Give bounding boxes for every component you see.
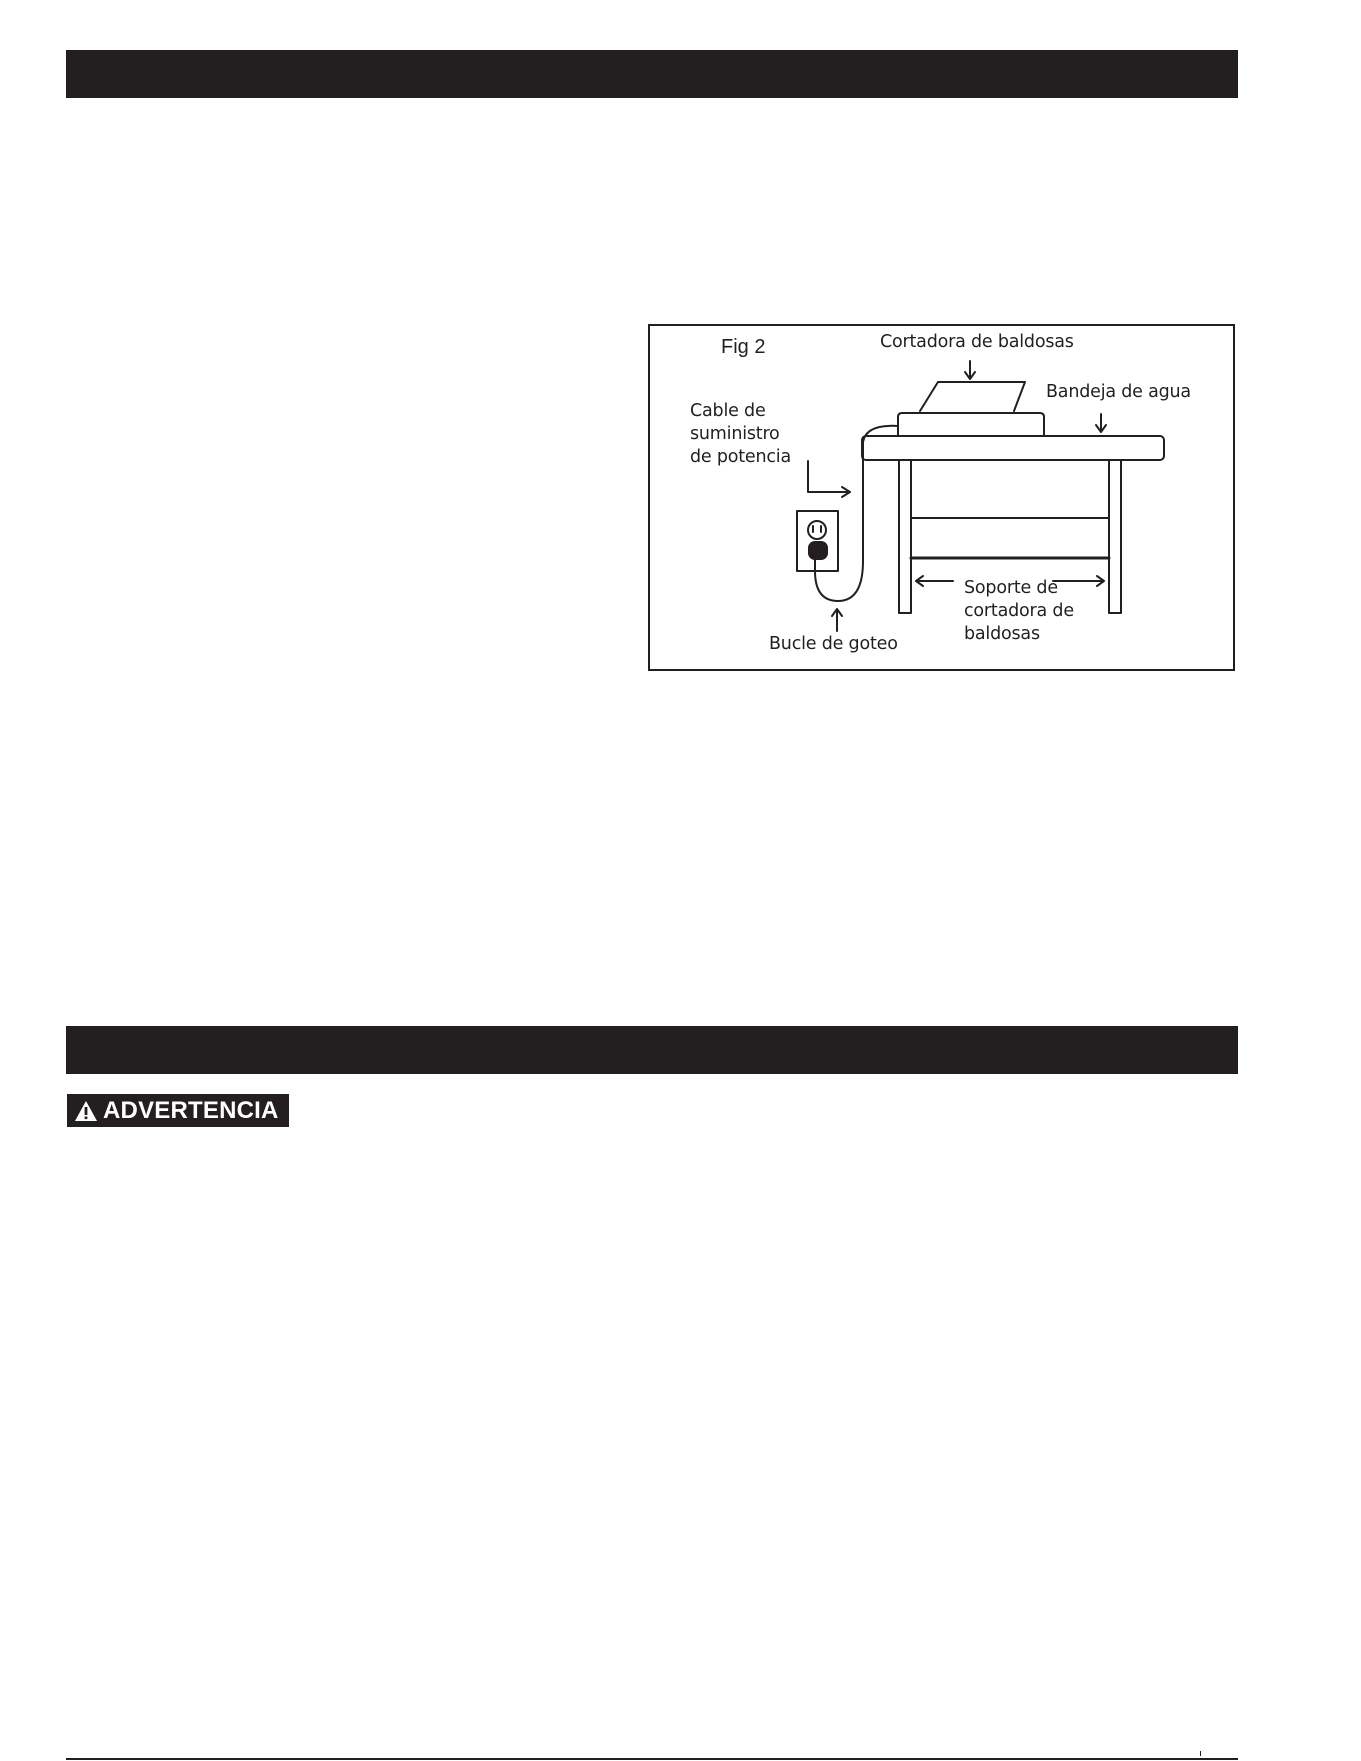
- arrow-tile-saw: [965, 361, 975, 379]
- tile-saw-setup-illustration: [650, 326, 1233, 669]
- stand-leg-left: [899, 460, 911, 613]
- arrow-drip-loop: [832, 609, 842, 631]
- callout-saw-stand-line-3: baldosas: [964, 624, 1040, 644]
- arrow-power-cord: [808, 461, 850, 497]
- warning-badge: [67, 1094, 289, 1127]
- figure-2: [648, 324, 1235, 671]
- power-cord: [815, 426, 898, 601]
- figure-label: Fig 2: [721, 336, 766, 358]
- arrow-water-tray: [1096, 414, 1106, 432]
- blade-guard: [920, 382, 1025, 411]
- water-tray: [862, 436, 1164, 460]
- callout-tile-saw: Cortadora de baldosas: [880, 332, 1074, 352]
- callout-saw-stand-line-1: Soporte de: [964, 578, 1058, 598]
- section-header-bar-bottom: [66, 1026, 1238, 1074]
- stand-leg-right: [1109, 460, 1121, 613]
- callout-saw-stand-line-2: cortadora de: [964, 601, 1074, 621]
- warning-label: ADVERTENCIA: [103, 1096, 279, 1124]
- callout-power-cord-line-1: Cable de: [690, 401, 766, 421]
- tile-saw-body: [898, 413, 1044, 436]
- callout-power-cord-line-2: suministro: [690, 424, 780, 444]
- outlet-plug: [809, 542, 827, 559]
- footer-tick: [1200, 1751, 1201, 1756]
- callout-water-tray: Bandeja de agua: [1046, 382, 1191, 402]
- callout-drip-loop: Bucle de goteo: [769, 634, 898, 654]
- footer-rule: [66, 1758, 1238, 1760]
- section-header-bar-top: [66, 50, 1238, 98]
- outlet-socket-upper: [808, 521, 826, 539]
- warning-triangle-icon: [74, 1100, 98, 1122]
- callout-power-cord-line-3: de potencia: [690, 447, 791, 467]
